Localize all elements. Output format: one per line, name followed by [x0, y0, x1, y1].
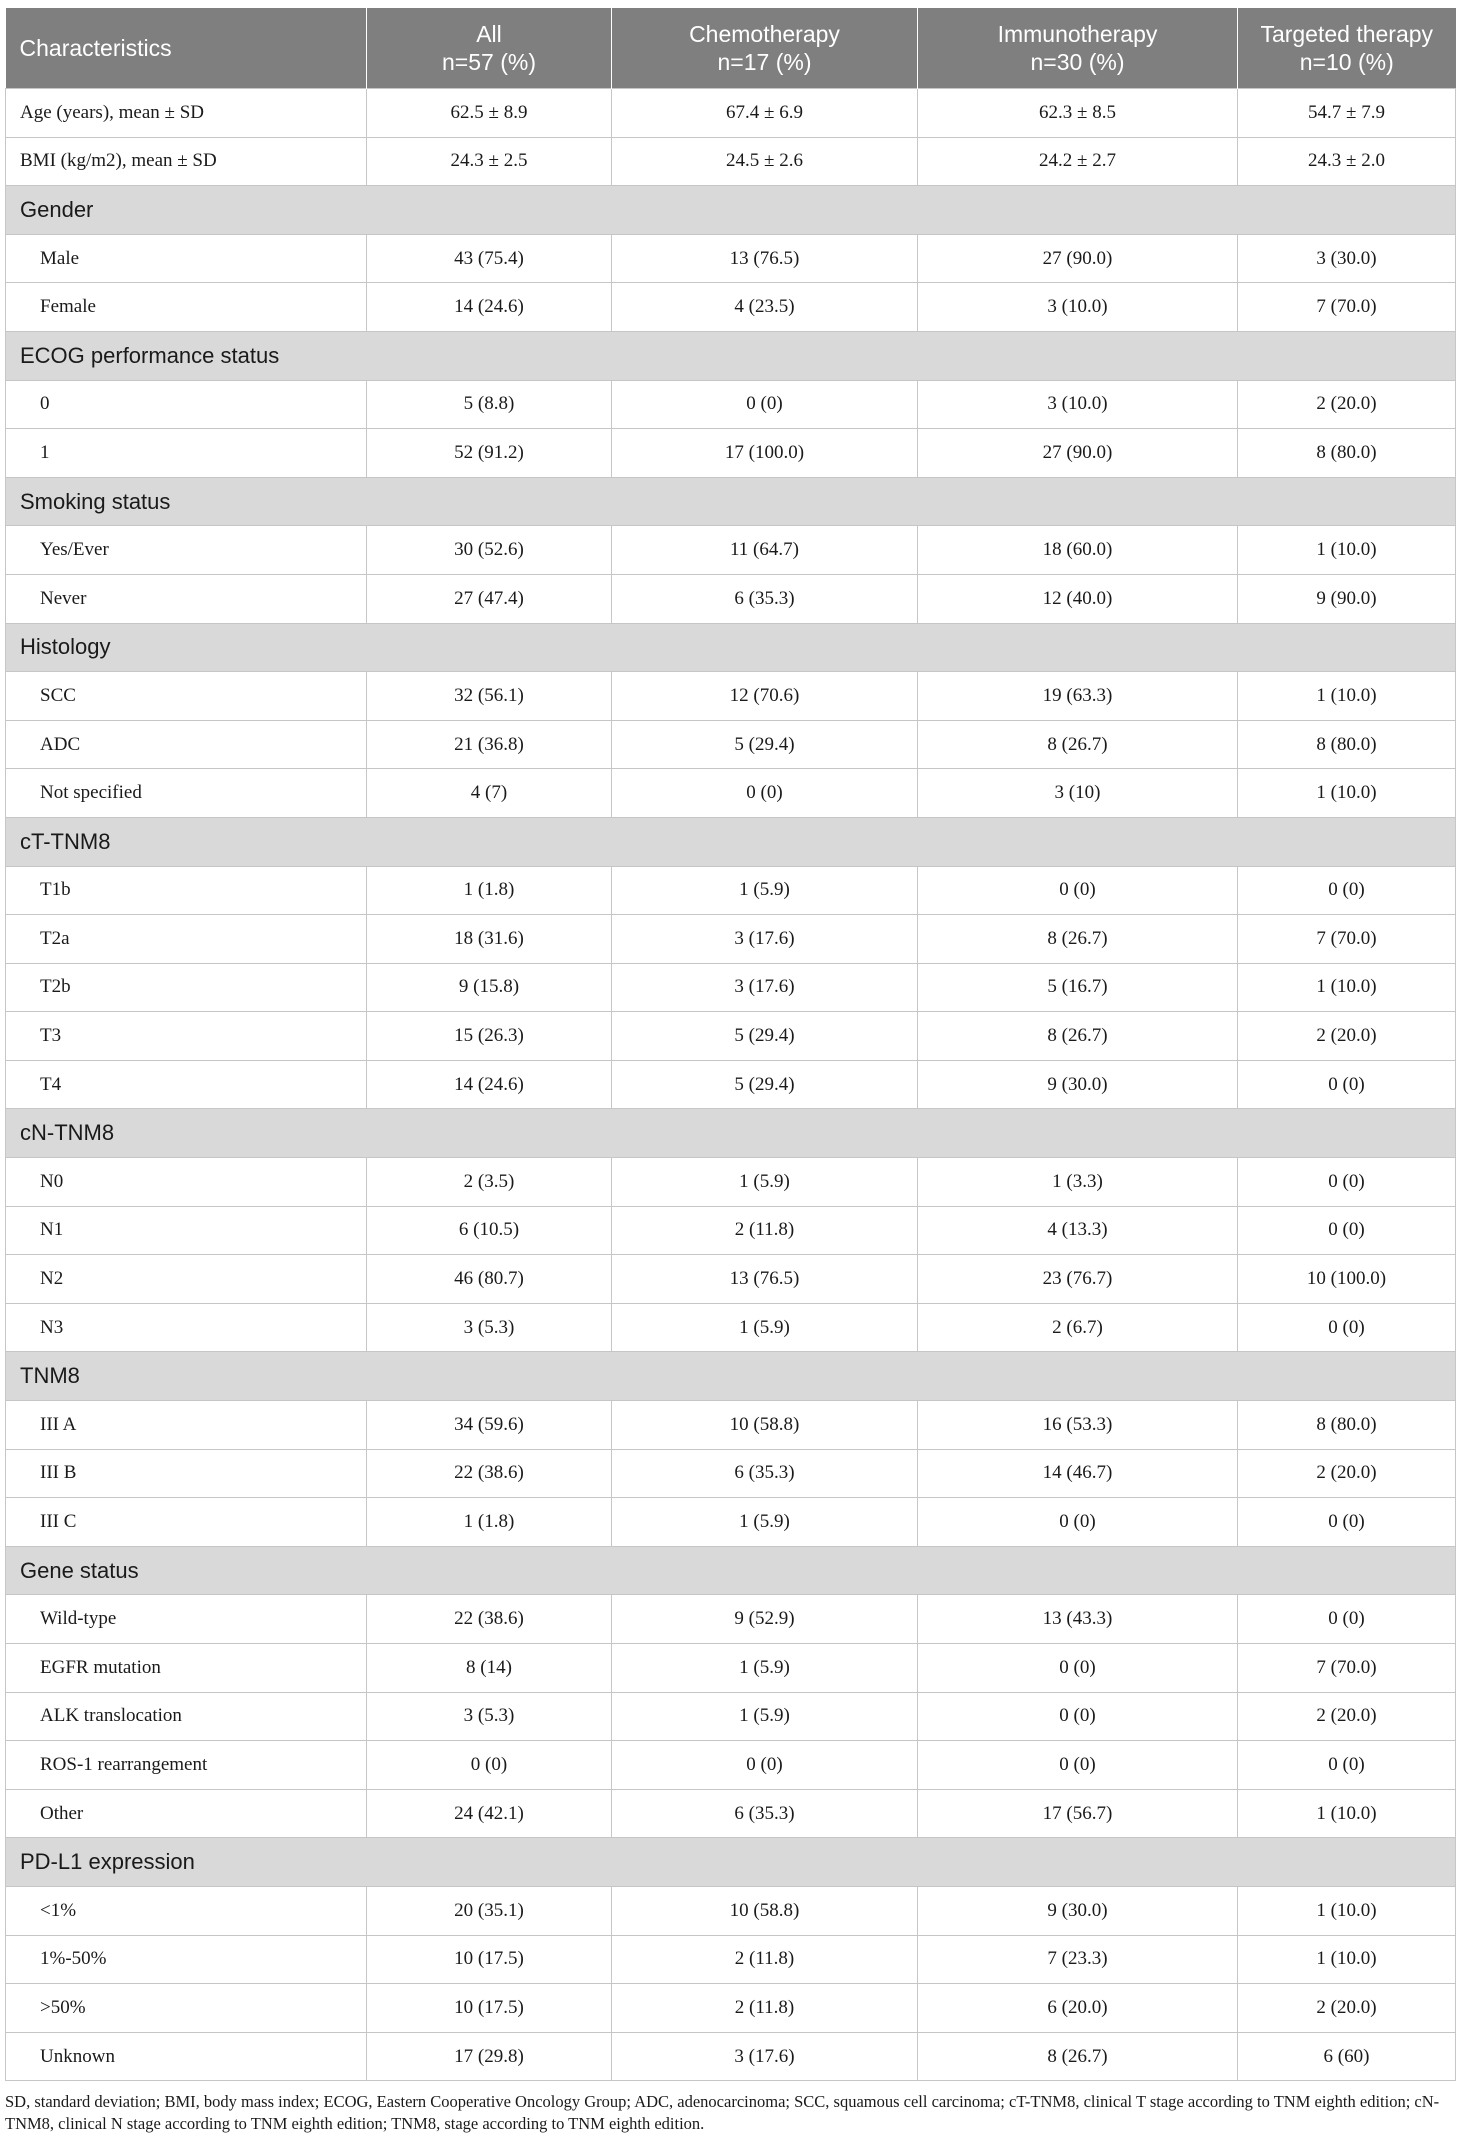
table-cell: 21 (36.8) — [367, 720, 612, 769]
row-label: N0 — [6, 1158, 367, 1207]
table-cell: 22 (38.6) — [367, 1449, 612, 1498]
table-cell: 0 (0) — [612, 380, 918, 429]
table-row — [6, 1741, 1456, 1790]
table-cell: 6 (60) — [1238, 2032, 1456, 2081]
row-label: T3 — [6, 1012, 367, 1061]
table-cell: 14 (24.6) — [367, 283, 612, 332]
table-cell: 0 (0) — [1238, 1498, 1456, 1547]
table-cell: 27 (47.4) — [367, 574, 612, 623]
table-cell: 1 (10.0) — [1238, 1886, 1456, 1935]
table-header — [6, 8, 1456, 89]
header-immunotherapy — [918, 8, 1238, 89]
row-label: ADC — [6, 720, 367, 769]
row-label: Other — [6, 1789, 367, 1838]
table-cell: 27 (90.0) — [918, 234, 1238, 283]
table-cell: 3 (17.6) — [612, 915, 918, 964]
table-cell: 12 (40.0) — [918, 574, 1238, 623]
table-cell: 9 (30.0) — [918, 1886, 1238, 1935]
table-cell: 3 (10) — [918, 769, 1238, 818]
row-label: Unknown — [6, 2032, 367, 2081]
row-label: III A — [6, 1401, 367, 1450]
table-cell: 7 (70.0) — [1238, 1644, 1456, 1693]
row-label: N3 — [6, 1303, 367, 1352]
header-targeted-therapy-name: Targeted therapy — [1260, 20, 1434, 47]
table-cell: 11 (64.7) — [612, 526, 918, 575]
table-cell: 0 (0) — [1238, 1060, 1456, 1109]
table-cell: 1 (1.8) — [367, 1498, 612, 1547]
row-label: III C — [6, 1498, 367, 1547]
group-header-row — [6, 1546, 1456, 1595]
row-label: Age (years), mean ± SD — [6, 89, 367, 138]
header-targeted-therapy-n: n=10 (%) — [1299, 49, 1394, 75]
table-row — [6, 89, 1456, 138]
table-cell: 2 (20.0) — [1238, 1692, 1456, 1741]
table-cell: 62.3 ± 8.5 — [918, 89, 1238, 138]
table-cell: 46 (80.7) — [367, 1255, 612, 1304]
table-cell: 13 (76.5) — [612, 1255, 918, 1304]
table-row — [6, 380, 1456, 429]
table-row — [6, 866, 1456, 915]
header-all — [367, 8, 612, 89]
table-cell: 2 (6.7) — [918, 1303, 1238, 1352]
table-cell: 6 (10.5) — [367, 1206, 612, 1255]
row-label: Yes/Ever — [6, 526, 367, 575]
table-cell: 9 (15.8) — [367, 963, 612, 1012]
table-row — [6, 1060, 1456, 1109]
table-cell: 2 (3.5) — [367, 1158, 612, 1207]
group-label: Smoking status — [6, 477, 1456, 526]
table-row — [6, 1449, 1456, 1498]
table-cell: 1 (10.0) — [1238, 1789, 1456, 1838]
table-cell: 10 (58.8) — [612, 1886, 918, 1935]
table-cell: 2 (11.8) — [612, 1984, 918, 2033]
table-cell: 4 (23.5) — [612, 283, 918, 332]
header-characteristics: Characteristics — [6, 8, 367, 89]
row-label: EGFR mutation — [6, 1644, 367, 1693]
table-row — [6, 720, 1456, 769]
table-row — [6, 1692, 1456, 1741]
table-row — [6, 1206, 1456, 1255]
row-label: N1 — [6, 1206, 367, 1255]
row-label: Wild-type — [6, 1595, 367, 1644]
table-cell: 24.3 ± 2.5 — [367, 137, 612, 186]
table-cell: 32 (56.1) — [367, 672, 612, 721]
table-cell: 3 (17.6) — [612, 963, 918, 1012]
table-cell: 5 (29.4) — [612, 1060, 918, 1109]
table-row — [6, 1789, 1456, 1838]
row-label: <1% — [6, 1886, 367, 1935]
table-cell: 1 (5.9) — [612, 1644, 918, 1693]
table-cell: 13 (76.5) — [612, 234, 918, 283]
row-label: T2a — [6, 915, 367, 964]
table-cell: 0 (0) — [1238, 1741, 1456, 1790]
group-label: cT-TNM8 — [6, 817, 1456, 866]
table-cell: 3 (17.6) — [612, 2032, 918, 2081]
table-cell: 10 (58.8) — [612, 1401, 918, 1450]
header-row — [6, 8, 1456, 89]
row-label: Never — [6, 574, 367, 623]
table-cell: 8 (14) — [367, 1644, 612, 1693]
table-cell: 8 (80.0) — [1238, 1401, 1456, 1450]
table-cell: 2 (11.8) — [612, 1206, 918, 1255]
table-cell: 0 (0) — [1238, 1206, 1456, 1255]
header-immunotherapy-name: Immunotherapy — [997, 20, 1158, 47]
row-label: BMI (kg/m2), mean ± SD — [6, 137, 367, 186]
table-cell: 1 (5.9) — [612, 1303, 918, 1352]
group-label: PD-L1 expression — [6, 1838, 1456, 1887]
table-cell: 8 (80.0) — [1238, 720, 1456, 769]
table-cell: 0 (0) — [1238, 1595, 1456, 1644]
table-cell: 0 (0) — [918, 1741, 1238, 1790]
table-cell: 8 (26.7) — [918, 1012, 1238, 1061]
table-cell: 0 (0) — [1238, 1158, 1456, 1207]
table-row — [6, 1886, 1456, 1935]
table-row — [6, 234, 1456, 283]
table-cell: 5 (29.4) — [612, 720, 918, 769]
table-cell: 62.5 ± 8.9 — [367, 89, 612, 138]
table-cell: 24.5 ± 2.6 — [612, 137, 918, 186]
table-cell: 1 (5.9) — [612, 1158, 918, 1207]
table-row — [6, 769, 1456, 818]
row-label: ALK translocation — [6, 1692, 367, 1741]
table-cell: 1 (10.0) — [1238, 526, 1456, 575]
row-label: Male — [6, 234, 367, 283]
table-cell: 10 (17.5) — [367, 1984, 612, 2033]
row-label: 1 — [6, 429, 367, 478]
group-header-row — [6, 1838, 1456, 1887]
table-cell: 0 (0) — [612, 769, 918, 818]
table-cell: 17 (29.8) — [367, 2032, 612, 2081]
table-cell: 67.4 ± 6.9 — [612, 89, 918, 138]
table-cell: 6 (20.0) — [918, 1984, 1238, 2033]
table-cell: 0 (0) — [918, 1644, 1238, 1693]
characteristics-table — [5, 8, 1456, 2081]
table-cell: 5 (16.7) — [918, 963, 1238, 1012]
table-cell: 5 (29.4) — [612, 1012, 918, 1061]
group-label: ECOG performance status — [6, 331, 1456, 380]
row-label: >50% — [6, 1984, 367, 2033]
table-cell: 3 (5.3) — [367, 1303, 612, 1352]
table-cell: 1 (10.0) — [1238, 672, 1456, 721]
table-cell: 6 (35.3) — [612, 1789, 918, 1838]
table-cell: 0 (0) — [1238, 866, 1456, 915]
table-cell: 9 (30.0) — [918, 1060, 1238, 1109]
table-cell: 4 (7) — [367, 769, 612, 818]
table-cell: 1 (5.9) — [612, 866, 918, 915]
row-label: SCC — [6, 672, 367, 721]
row-label: T4 — [6, 1060, 367, 1109]
header-chemotherapy-name: Chemotherapy — [689, 20, 840, 47]
table-cell: 1 (10.0) — [1238, 769, 1456, 818]
table-cell: 34 (59.6) — [367, 1401, 612, 1450]
row-label: T2b — [6, 963, 367, 1012]
table-row — [6, 1255, 1456, 1304]
table-cell: 20 (35.1) — [367, 1886, 612, 1935]
table-cell: 17 (100.0) — [612, 429, 918, 478]
table-row — [6, 1012, 1456, 1061]
table-row — [6, 1984, 1456, 2033]
group-header-row — [6, 817, 1456, 866]
table-row — [6, 283, 1456, 332]
table-cell: 2 (20.0) — [1238, 1012, 1456, 1061]
table-cell: 10 (17.5) — [367, 1935, 612, 1984]
header-chemotherapy — [612, 8, 918, 89]
table-cell: 14 (24.6) — [367, 1060, 612, 1109]
table-cell: 18 (60.0) — [918, 526, 1238, 575]
group-label: Gene status — [6, 1546, 1456, 1595]
table-cell: 13 (43.3) — [918, 1595, 1238, 1644]
group-header-row — [6, 623, 1456, 672]
table-cell: 7 (23.3) — [918, 1935, 1238, 1984]
group-header-row — [6, 331, 1456, 380]
table-cell: 10 (100.0) — [1238, 1255, 1456, 1304]
table-cell: 0 (0) — [918, 1692, 1238, 1741]
table-cell: 0 (0) — [612, 1741, 918, 1790]
row-label: Female — [6, 283, 367, 332]
table-cell: 8 (26.7) — [918, 2032, 1238, 2081]
table-cell: 16 (53.3) — [918, 1401, 1238, 1450]
header-targeted-therapy — [1238, 8, 1456, 89]
table-cell: 17 (56.7) — [918, 1789, 1238, 1838]
table-cell: 12 (70.6) — [612, 672, 918, 721]
table-cell: 0 (0) — [918, 866, 1238, 915]
table-cell: 0 (0) — [918, 1498, 1238, 1547]
group-label: Histology — [6, 623, 1456, 672]
table-cell: 22 (38.6) — [367, 1595, 612, 1644]
table-cell: 1 (5.9) — [612, 1498, 918, 1547]
table-row — [6, 672, 1456, 721]
table-cell: 6 (35.3) — [612, 1449, 918, 1498]
table-cell: 54.7 ± 7.9 — [1238, 89, 1456, 138]
table-cell: 52 (91.2) — [367, 429, 612, 478]
row-label: 1%-50% — [6, 1935, 367, 1984]
table-cell: 23 (76.7) — [918, 1255, 1238, 1304]
table-row — [6, 526, 1456, 575]
table-cell: 4 (13.3) — [918, 1206, 1238, 1255]
table-row — [6, 1595, 1456, 1644]
table-cell: 30 (52.6) — [367, 526, 612, 575]
table-cell: 15 (26.3) — [367, 1012, 612, 1061]
table-cell: 2 (11.8) — [612, 1935, 918, 1984]
group-label: TNM8 — [6, 1352, 1456, 1401]
table-body — [6, 89, 1456, 2081]
table-row — [6, 1935, 1456, 1984]
header-all-name: All — [476, 20, 502, 47]
group-header-row — [6, 186, 1456, 235]
table-cell: 3 (30.0) — [1238, 234, 1456, 283]
table-cell: 3 (10.0) — [918, 283, 1238, 332]
table-cell: 3 (5.3) — [367, 1692, 612, 1741]
table-cell: 1 (1.8) — [367, 866, 612, 915]
table-cell: 6 (35.3) — [612, 574, 918, 623]
table-row — [6, 137, 1456, 186]
table-cell: 1 (10.0) — [1238, 963, 1456, 1012]
table-cell: 27 (90.0) — [918, 429, 1238, 478]
group-header-row — [6, 1352, 1456, 1401]
table-row — [6, 1303, 1456, 1352]
group-label: cN-TNM8 — [6, 1109, 1456, 1158]
table-cell: 2 (20.0) — [1238, 1449, 1456, 1498]
table-row — [6, 429, 1456, 478]
table-cell: 1 (3.3) — [918, 1158, 1238, 1207]
table-row — [6, 915, 1456, 964]
table-cell: 3 (10.0) — [918, 380, 1238, 429]
row-label: N2 — [6, 1255, 367, 1304]
row-label: ROS-1 rearrangement — [6, 1741, 367, 1790]
table-container — [5, 8, 1455, 2134]
row-label: T1b — [6, 866, 367, 915]
table-cell: 0 (0) — [1238, 1303, 1456, 1352]
header-immunotherapy-n: n=30 (%) — [1030, 49, 1125, 75]
table-cell: 1 (5.9) — [612, 1692, 918, 1741]
group-header-row — [6, 1109, 1456, 1158]
table-cell: 7 (70.0) — [1238, 915, 1456, 964]
row-label: III B — [6, 1449, 367, 1498]
table-row — [6, 1158, 1456, 1207]
table-cell: 2 (20.0) — [1238, 1984, 1456, 2033]
table-cell: 19 (63.3) — [918, 672, 1238, 721]
table-cell: 14 (46.7) — [918, 1449, 1238, 1498]
table-row — [6, 1644, 1456, 1693]
group-label: Gender — [6, 186, 1456, 235]
table-cell: 8 (26.7) — [918, 915, 1238, 964]
table-cell: 5 (8.8) — [367, 380, 612, 429]
table-cell: 9 (52.9) — [612, 1595, 918, 1644]
table-cell: 24.2 ± 2.7 — [918, 137, 1238, 186]
table-cell: 18 (31.6) — [367, 915, 612, 964]
table-cell: 9 (90.0) — [1238, 574, 1456, 623]
table-cell: 43 (75.4) — [367, 234, 612, 283]
header-all-n: n=57 (%) — [442, 49, 536, 75]
table-cell: 2 (20.0) — [1238, 380, 1456, 429]
group-header-row — [6, 477, 1456, 526]
table-row — [6, 963, 1456, 1012]
table-cell: 24 (42.1) — [367, 1789, 612, 1838]
table-row — [6, 574, 1456, 623]
table-cell: 8 (26.7) — [918, 720, 1238, 769]
table-row — [6, 1401, 1456, 1450]
table-cell: 0 (0) — [367, 1741, 612, 1790]
header-chemotherapy-n: n=17 (%) — [717, 49, 812, 75]
table-cell: 1 (10.0) — [1238, 1935, 1456, 1984]
row-label: Not specified — [6, 769, 367, 818]
table-cell: 7 (70.0) — [1238, 283, 1456, 332]
row-label: 0 — [6, 380, 367, 429]
table-cell: 24.3 ± 2.0 — [1238, 137, 1456, 186]
table-cell: 8 (80.0) — [1238, 429, 1456, 478]
table-row — [6, 2032, 1456, 2081]
table-row — [6, 1498, 1456, 1547]
table-footnote: SD, standard deviation; BMI, body mass index; ECOG, Eastern Cooperative Oncology Group; ADC, adenocarcinoma; SCC, squamous cell carcinoma; cT-TNM8, clinical T stage according to TNM eighth edition; cN-TNM8, clinical N stage according to TNM eighth edition; TNM8, stage according to TNM eighth edition. — [5, 2092, 1440, 2133]
